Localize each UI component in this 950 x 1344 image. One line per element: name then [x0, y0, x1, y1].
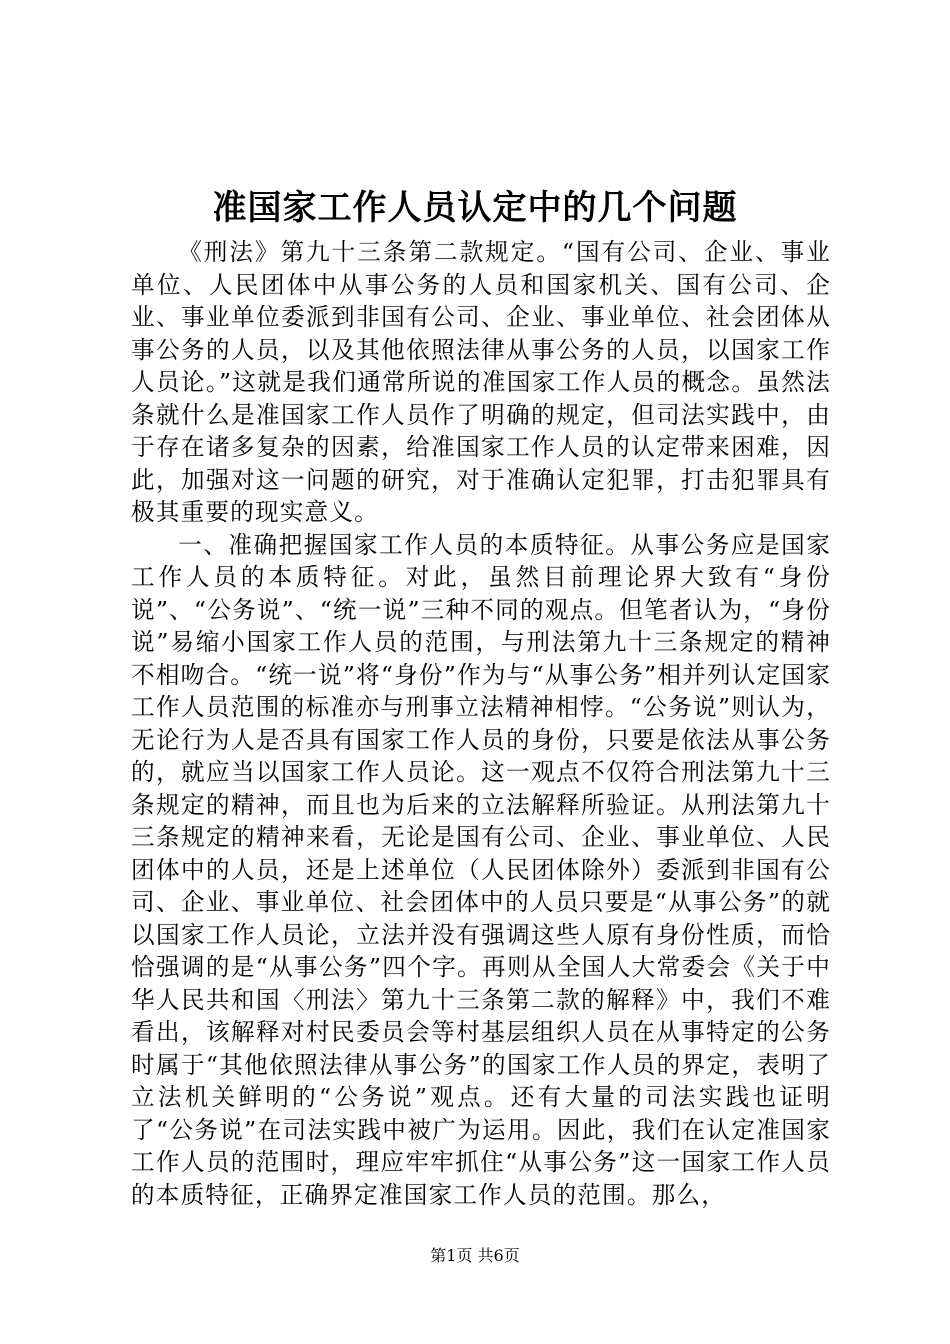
- document-body: [131, 236, 831, 1211]
- page-number: 第1页 共6页: [430, 1246, 520, 1265]
- paragraph-section-1: 一、准确把握国家工作人员的本质特征。从事公务应是国家工作人员的本质特征。对此，虽然目前理论界大致有“身份说”、“公务说”、“统一说”三种不同的观点。但笔者认为，“身份说”易缩小国家工作人员的范围，与刑法第九十三条规定的精神不相吻合。“统一说”将“身份”作为与“从事公务”相并列认定国家工作人员范围的标准亦与刑事立法精神相悖。“公务说”则认为，无论行为人是否具有国家工作人员的身份，只要是依法从事公务的，就应当以国家工作人员论。这一观点不仅符合刑法第九十三条规定的精神，而且也为后来的立法解释所验证。从刑法第九十三条规定的精神来看，无论是国有公司、企业、事业单位、人民团体中的人员，还是上述单位（人民团体除外）委派到非国有公司、企业、事业单位、社会团体中的人员只要是“从事公务”的就以国家工作人员论，立法并没有强调这些人原有身份性质，而恰恰强调的是“从事公务”四个字。再则从全国人大常委会《关于中华人民共和国〈刑法〉第九十三条第二款的解释》中，我们不难看出，该解释对村民委员会等村基层组织人员在从事特定的公务时属于“其他依照法律从事公务”的国家工作人员的界定，表明了立法机关鲜明的“公务说”观点。还有大量的司法实践也证明了“公务说”在司法实践中被广为运用。因此，我们在认定准国家工作人员的范围时，理应牢牢抓住“从事公务”这一国家工作人员的本质特征，正确界定准国家工作人员的范围。那么，: [131, 530, 831, 1209]
- paragraph-intro: 《刑法》第九十三条第二款规定。“国有公司、企业、事业单位、人民团体中从事公务的人员和国家机关、国有公司、企业、事业单位委派到非国有公司、企业、事业单位、社会团体从事公务的人员，以及其他依照法律从事公务的人员，以国家工作人员论。”这就是我们通常所说的准国家工作人员的概念。虽然法条就什么是准国家工作人员作了明确的规定，但司法实践中，由于存在诸多复杂的因素，给准国家工作人员的认定带来困难，因此，加强对这一问题的研究，对于准确认定犯罪，打击犯罪具有极其重要的现实意义。: [131, 238, 831, 526]
- page-footer: [0, 1245, 950, 1267]
- document-title: 准国家工作人员认定中的几个问题: [212, 188, 738, 228]
